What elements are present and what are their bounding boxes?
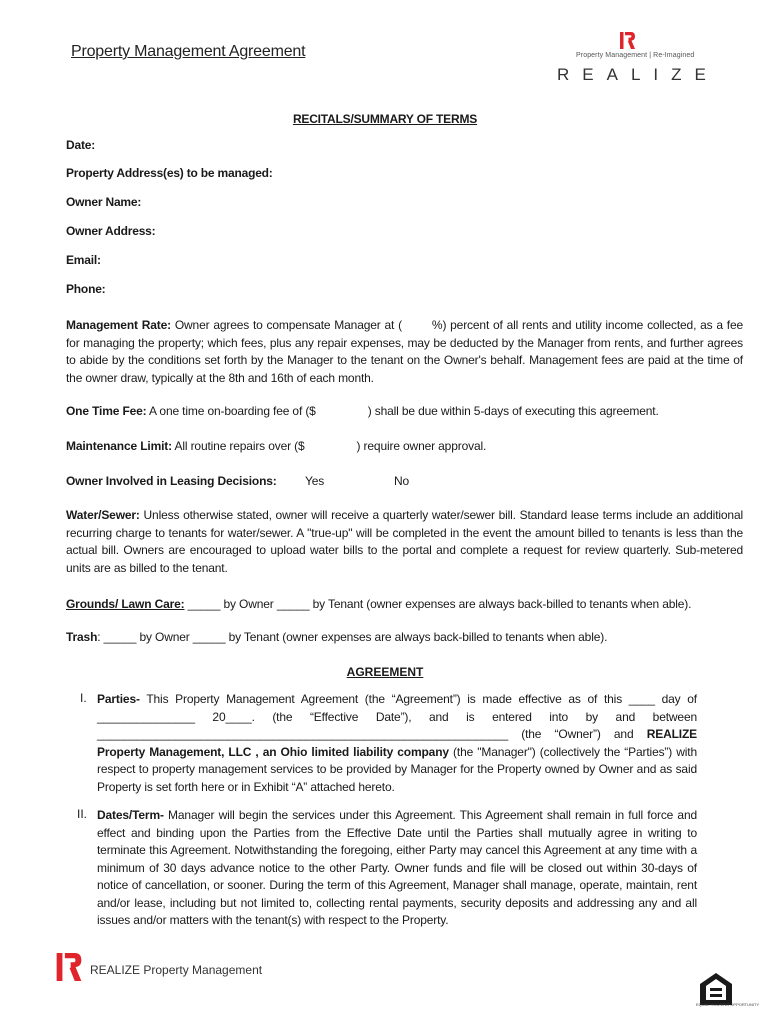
logo-tagline: Property Management | Re-Imagined [576,52,695,59]
one-time-fee-text-start: A one time on-boarding fee of ($ [146,404,316,418]
grounds-label: Grounds/ Lawn Care: [66,597,185,611]
realize-logo-icon [620,32,635,49]
owner-name-label: Owner Name: [66,195,142,209]
grounds-text: _____ by Owner _____ by Tenant (owner expenses are always back-billed to tenants when able). [184,597,692,611]
leasing-no-option[interactable]: No [394,474,410,488]
section-1-text-end: (the "Manager") (collectively the “Parties”) with respect to property management services to be provided by Manager for the Property owned by Owner and as said Property is set forth here or in Exhibit “A” attached hereto. [97,744,697,794]
owner-address-label: Owner Address: [66,224,156,238]
document-title: Property Management Agreement [71,43,306,60]
maintenance-limit-label: Maintenance Limit: [66,439,172,453]
recitals-heading: RECITALS/SUMMARY OF TERMS [292,112,478,126]
date-label: Date: [66,138,96,152]
management-rate-paragraph [66,317,743,387]
section-2-text: Manager will begin the services under this Agreement. This Agreement shall remain in full force and effect and binding upon the Parties from the Effective Date until the Parties shall mutually agree in writing to terminate this Agreement. Notwithstanding the foregoing, either Party may cancel this Agreement at any time with a minimum of 30 days advance notice to the other Party. Owner funds and file will be closed out within 30-days of notice of cancellation, or sooner. During the term of this Agreement, Manager shall manage, operate, maintain, rent and/or lease, including but not limited to, collecting rental payments, security deposits and addressing any and all issues and/or matters with the tenant(s) with respect to the Property. [97,808,697,927]
management-rate-text-start: Owner agrees to compensate Manager at ( [170,318,402,332]
leasing-decisions-label: Owner Involved in Leasing Decisions: [66,474,277,488]
maintenance-limit-line [66,439,486,453]
email-label: Email: [66,253,101,267]
section-2-title: Dates/Term- [97,808,164,822]
maintenance-text-start: All routine repairs over ($ [171,439,305,453]
equal-housing-caption: EQUAL HOUSING OPPORTUNITY [696,1002,760,1007]
logo-wordmark: REALIZE [557,65,719,84]
phone-label: Phone: [66,282,106,296]
one-time-fee-line [66,404,659,418]
water-sewer-paragraph [66,507,743,577]
trash-line [66,630,607,644]
leasing-yes-option[interactable]: Yes [305,474,325,488]
trash-label: Trash [66,630,98,644]
agreement-heading: AGREEMENT [346,665,424,679]
water-sewer-text: Unless otherwise stated, owner will receive a quarterly water/sewer bill. Standard lease terms include an additional recurring charge to tenants for water/sewer. A "true-up" will be completed in the event the amount billed to tenants is less than the actual bill. Owners are encouraged to upload water bills to the portal and complete a request for review quarterly. Sub-metered units are as billed to the tenant. [66,508,743,575]
trash-text: : _____ by Owner _____ by Tenant (owner expenses are always back-billed to tenants when able). [97,630,608,644]
section-1-title: Parties- [97,692,140,706]
management-rate-label: Management Rate: [66,318,171,332]
section-1-manager-name: REALIZE Property Management, LLC , an Ohio limited liability company [97,727,697,759]
water-sewer-label: Water/Sewer: [66,508,140,522]
section-1-body [97,691,697,796]
section-1-text-start: This Property Management Agreement (the “Agreement”) is made effective as of this ____ day of _______________ 20____. (the “Effective Date”), and is entered into by and between _______________________________________________________________ (the “Owner”) and [97,692,697,741]
grounds-line [66,597,691,611]
footer-logo-icon [56,953,82,981]
section-2-body [97,807,697,930]
section-2-number: II. [77,807,88,821]
one-time-fee-label: One Time Fee: [66,404,147,418]
management-rate-text-end: %) percent of all rents and utility income collected, as a fee for managing the property; which fees, plus any repair expenses, may be deducted by the Manager from rents, and further agrees to abide by the conditions set forth by the Manager to the tenant on the Owner's behalf. Management fees are paid at the time of the owner draw, typically at the 8th and 16th of each month. [66,318,744,385]
footer-company-name: REALIZE Property Management [90,963,263,977]
property-address-label: Property Address(es) to be managed: [66,166,273,180]
maintenance-text-end: ) require owner approval. [356,439,487,453]
section-1-number: I. [80,691,87,705]
one-time-fee-text-end: ) shall be due within 5-days of executing this agreement. [367,404,659,418]
